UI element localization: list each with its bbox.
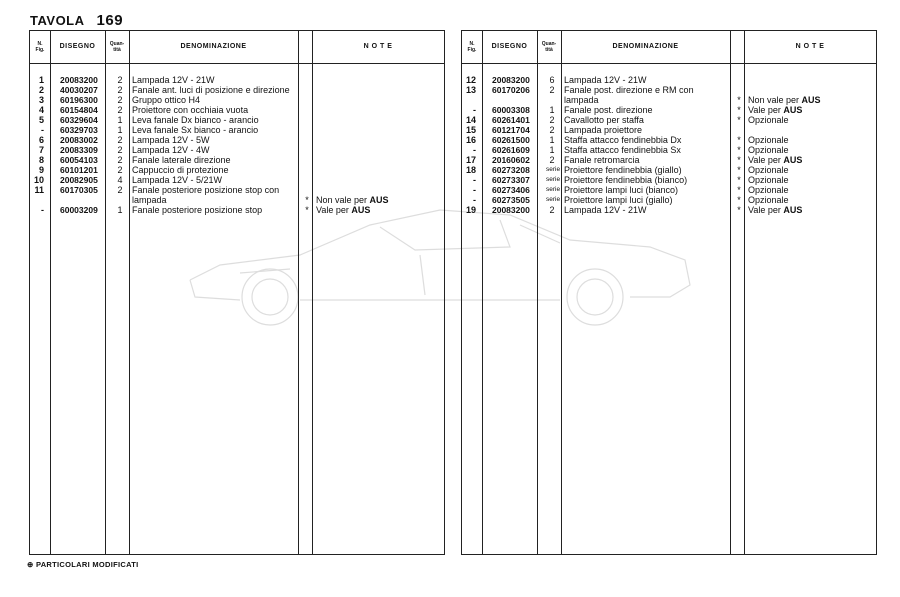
fig-number: 16	[465, 135, 476, 145]
quantity: 2	[117, 155, 123, 165]
table-row	[462, 175, 876, 185]
part-code: 20083200	[492, 75, 530, 85]
part-code: 20083200	[60, 75, 98, 85]
note-text	[748, 205, 802, 215]
note-marker: *	[737, 165, 741, 175]
part-code: 60003308	[492, 105, 530, 115]
table-row	[30, 115, 444, 125]
quantity: 2	[117, 85, 123, 95]
part-description: Leva fanale Sx bianco - arancio	[132, 125, 259, 135]
quantity: serie	[546, 166, 561, 173]
fig-number: -	[473, 185, 476, 195]
header-description: DENOMINAZIONE	[612, 43, 679, 50]
note-plain: Opzionale	[748, 115, 789, 125]
fig-number: -	[473, 195, 476, 205]
quantity: 2	[549, 155, 555, 165]
quantity: 1	[117, 115, 123, 125]
quantity: 2	[549, 205, 555, 215]
note-region: AUS	[783, 155, 803, 165]
part-code: 60329703	[60, 125, 98, 135]
header-code: DISEGNO	[491, 43, 528, 50]
quantity: 2	[117, 185, 123, 195]
table-row	[462, 85, 876, 95]
fig-number: 13	[465, 85, 476, 95]
part-description: Proiettore con occhiaia vuota	[132, 105, 249, 115]
quantity: 2	[549, 115, 555, 125]
part-description: Fanale posteriore posizione stop	[132, 205, 263, 215]
fig-number: 3	[38, 95, 44, 105]
table-row	[462, 185, 876, 195]
part-description: Proiettore fendinebbia (giallo)	[564, 165, 682, 175]
header-qty: Quan- tità	[541, 41, 557, 53]
note-plain: Opzionale	[748, 175, 789, 185]
table-row	[30, 105, 444, 115]
part-code: 60261609	[492, 145, 530, 155]
note-marker: *	[737, 195, 741, 205]
part-code: 60329604	[60, 115, 98, 125]
note-text	[748, 155, 802, 165]
part-description: Proiettore lampi luci (bianco)	[564, 185, 679, 195]
fig-number: 6	[38, 135, 44, 145]
fig-number: -	[473, 105, 476, 115]
table-row	[30, 165, 444, 175]
parts-table-right	[461, 30, 877, 555]
fig-number: 7	[38, 145, 44, 155]
part-code: 60261401	[492, 115, 530, 125]
note-region: AUS	[369, 195, 389, 205]
note-text	[748, 175, 789, 185]
note-region: AUS	[783, 105, 803, 115]
part-code: 60154804	[60, 105, 98, 115]
part-description: Cappuccio di protezione	[132, 165, 229, 175]
quantity: 2	[117, 165, 123, 175]
quantity: 1	[549, 135, 555, 145]
part-description: Fanale retromarcia	[564, 155, 640, 165]
part-description: Lampada 12V - 5/21W	[132, 175, 223, 185]
table-row	[462, 145, 876, 155]
fig-number: 11	[34, 185, 44, 195]
fig-number: 12	[465, 75, 476, 85]
table-row	[30, 75, 444, 85]
part-description: Staffa attacco fendinebbia Sx	[564, 145, 681, 155]
note-text	[748, 195, 789, 205]
part-code: 20160602	[492, 155, 530, 165]
title-label: TAVOLA	[30, 13, 85, 28]
quantity: 2	[117, 135, 123, 145]
fig-number: 1	[38, 75, 44, 85]
table-row	[30, 125, 444, 135]
table-row	[462, 105, 876, 115]
note-marker: *	[737, 115, 741, 125]
fig-number: 4	[38, 105, 44, 115]
quantity: 1	[117, 125, 123, 135]
page-title	[30, 12, 123, 29]
part-code: 60121704	[492, 125, 530, 135]
quantity: 2	[117, 75, 123, 85]
table-row	[462, 125, 876, 135]
note-text	[748, 145, 789, 155]
quantity: 2	[117, 105, 123, 115]
note-plain: Opzionale	[748, 165, 789, 175]
part-description: Fanale posteriore posizione stop con	[132, 185, 280, 195]
fig-number: 10	[33, 175, 44, 185]
fig-number: 19	[465, 205, 476, 215]
note-region: AUS	[801, 95, 821, 105]
part-description: Staffa attacco fendinebbia Dx	[564, 135, 682, 145]
fig-number: 2	[38, 85, 44, 95]
fig-number: -	[41, 125, 44, 135]
note-marker: *	[305, 205, 309, 215]
note-text	[316, 195, 389, 205]
part-code: 60273307	[492, 175, 530, 185]
note-plain: Vale per	[316, 205, 352, 215]
part-code: 60273208	[492, 165, 530, 175]
part-code: 60101201	[60, 165, 98, 175]
quantity: 1	[549, 105, 555, 115]
quantity: serie	[546, 196, 561, 203]
quantity: 1	[549, 145, 555, 155]
fig-number: 9	[38, 165, 44, 175]
fig-number: 14	[465, 115, 476, 125]
quantity: 2	[549, 85, 555, 95]
note-marker: *	[737, 185, 741, 195]
table-row	[462, 75, 876, 85]
part-code: 60170305	[60, 185, 98, 195]
part-code: 60261500	[492, 135, 530, 145]
note-plain: Non vale per	[316, 195, 370, 205]
part-description: Proiettore lampi luci (giallo)	[564, 195, 673, 205]
note-region: AUS	[351, 205, 371, 215]
note-text	[316, 205, 370, 215]
part-code: 60170206	[492, 85, 530, 95]
table-row	[30, 185, 444, 195]
quantity: 1	[117, 205, 123, 215]
part-code: 20083002	[60, 135, 98, 145]
quantity: serie	[546, 186, 561, 193]
part-code: 60273505	[492, 195, 530, 205]
header-fig: N. Fig.	[467, 41, 477, 53]
note-marker: *	[737, 105, 741, 115]
part-description: Lampada 12V - 21W	[132, 75, 215, 85]
part-description: Lampada 12V - 21W	[564, 75, 647, 85]
part-code: 60054103	[60, 155, 98, 165]
parts-table-left	[29, 30, 445, 555]
table-row	[30, 195, 444, 205]
footer-legend: ⊕ PARTICOLARI MODIFICATI	[27, 560, 139, 569]
part-description: Gruppo ottico H4	[132, 95, 201, 105]
table-row	[462, 165, 876, 175]
quantity: 4	[117, 175, 123, 185]
part-description: Lampada proiettore	[564, 125, 643, 135]
header-notes: N O T E	[795, 43, 825, 50]
part-code: 60273406	[492, 185, 530, 195]
fig-number: 15	[465, 125, 476, 135]
fig-number: 17	[465, 155, 476, 165]
part-description: Leva fanale Dx bianco - arancio	[132, 115, 259, 125]
note-text	[748, 135, 789, 145]
table-row	[30, 155, 444, 165]
table-row	[462, 205, 876, 215]
table-row	[462, 95, 876, 105]
note-text	[748, 185, 789, 195]
header-description: DENOMINAZIONE	[180, 43, 247, 50]
note-marker: *	[737, 145, 741, 155]
part-description: Proiettore fendinebbia (bianco)	[564, 175, 688, 185]
note-marker: *	[737, 95, 741, 105]
part-code: 20083200	[492, 205, 530, 215]
note-region: AUS	[783, 205, 803, 215]
table-row	[30, 175, 444, 185]
quantity: 6	[549, 75, 555, 85]
part-description: Fanale ant. luci di posizione e direzione	[132, 85, 290, 95]
title-number: 169	[96, 12, 124, 29]
note-plain: Vale per	[748, 155, 784, 165]
part-description: Fanale post. direzione	[564, 105, 653, 115]
part-description: Fanale post. direzione e RM con	[564, 85, 694, 95]
header-qty: Quan- tità	[109, 41, 125, 53]
note-plain: Opzionale	[748, 135, 789, 145]
quantity: 2	[117, 95, 123, 105]
note-plain: Vale per	[748, 105, 784, 115]
note-plain: Opzionale	[748, 145, 789, 155]
table-row	[30, 85, 444, 95]
fig-number: -	[41, 205, 44, 215]
table-row	[30, 145, 444, 155]
note-marker: *	[737, 205, 741, 215]
part-code: 20082905	[60, 175, 98, 185]
note-marker: *	[737, 155, 741, 165]
note-plain: Non vale per	[748, 95, 802, 105]
part-code: 20083309	[60, 145, 98, 155]
header-code: DISEGNO	[59, 43, 96, 50]
table-row	[30, 135, 444, 145]
table-row	[462, 155, 876, 165]
part-description: Fanale laterale direzione	[132, 155, 231, 165]
part-description: Cavallotto per staffa	[564, 115, 644, 125]
quantity: 2	[117, 145, 123, 155]
note-marker: *	[737, 175, 741, 185]
part-code: 60003209	[60, 205, 98, 215]
note-plain: Vale per	[748, 205, 784, 215]
note-plain: Opzionale	[748, 195, 789, 205]
part-description: Lampada 12V - 21W	[564, 205, 647, 215]
header-fig: N. Fig.	[35, 41, 45, 53]
table-row	[462, 115, 876, 125]
fig-number: 5	[38, 115, 44, 125]
table-row	[30, 95, 444, 105]
note-text	[748, 165, 789, 175]
part-description: Lampada 12V - 5W	[132, 135, 210, 145]
part-code: 60196300	[60, 95, 98, 105]
note-text	[748, 95, 821, 105]
table-row	[30, 205, 444, 215]
header-notes: N O T E	[363, 43, 393, 50]
part-code: 40030207	[60, 85, 98, 95]
note-marker: *	[305, 195, 309, 205]
quantity: 2	[549, 125, 555, 135]
part-description: lampada	[132, 195, 167, 205]
table-row	[462, 195, 876, 205]
fig-number: 18	[465, 165, 476, 175]
quantity: serie	[546, 176, 561, 183]
part-description: Lampada 12V - 4W	[132, 145, 210, 155]
note-marker: *	[737, 135, 741, 145]
note-text	[748, 115, 789, 125]
table-row	[462, 135, 876, 145]
note-plain: Opzionale	[748, 185, 789, 195]
fig-number: -	[473, 175, 476, 185]
fig-number: 8	[38, 155, 44, 165]
part-description: lampada	[564, 95, 599, 105]
fig-number: -	[473, 145, 476, 155]
note-text	[748, 105, 802, 115]
